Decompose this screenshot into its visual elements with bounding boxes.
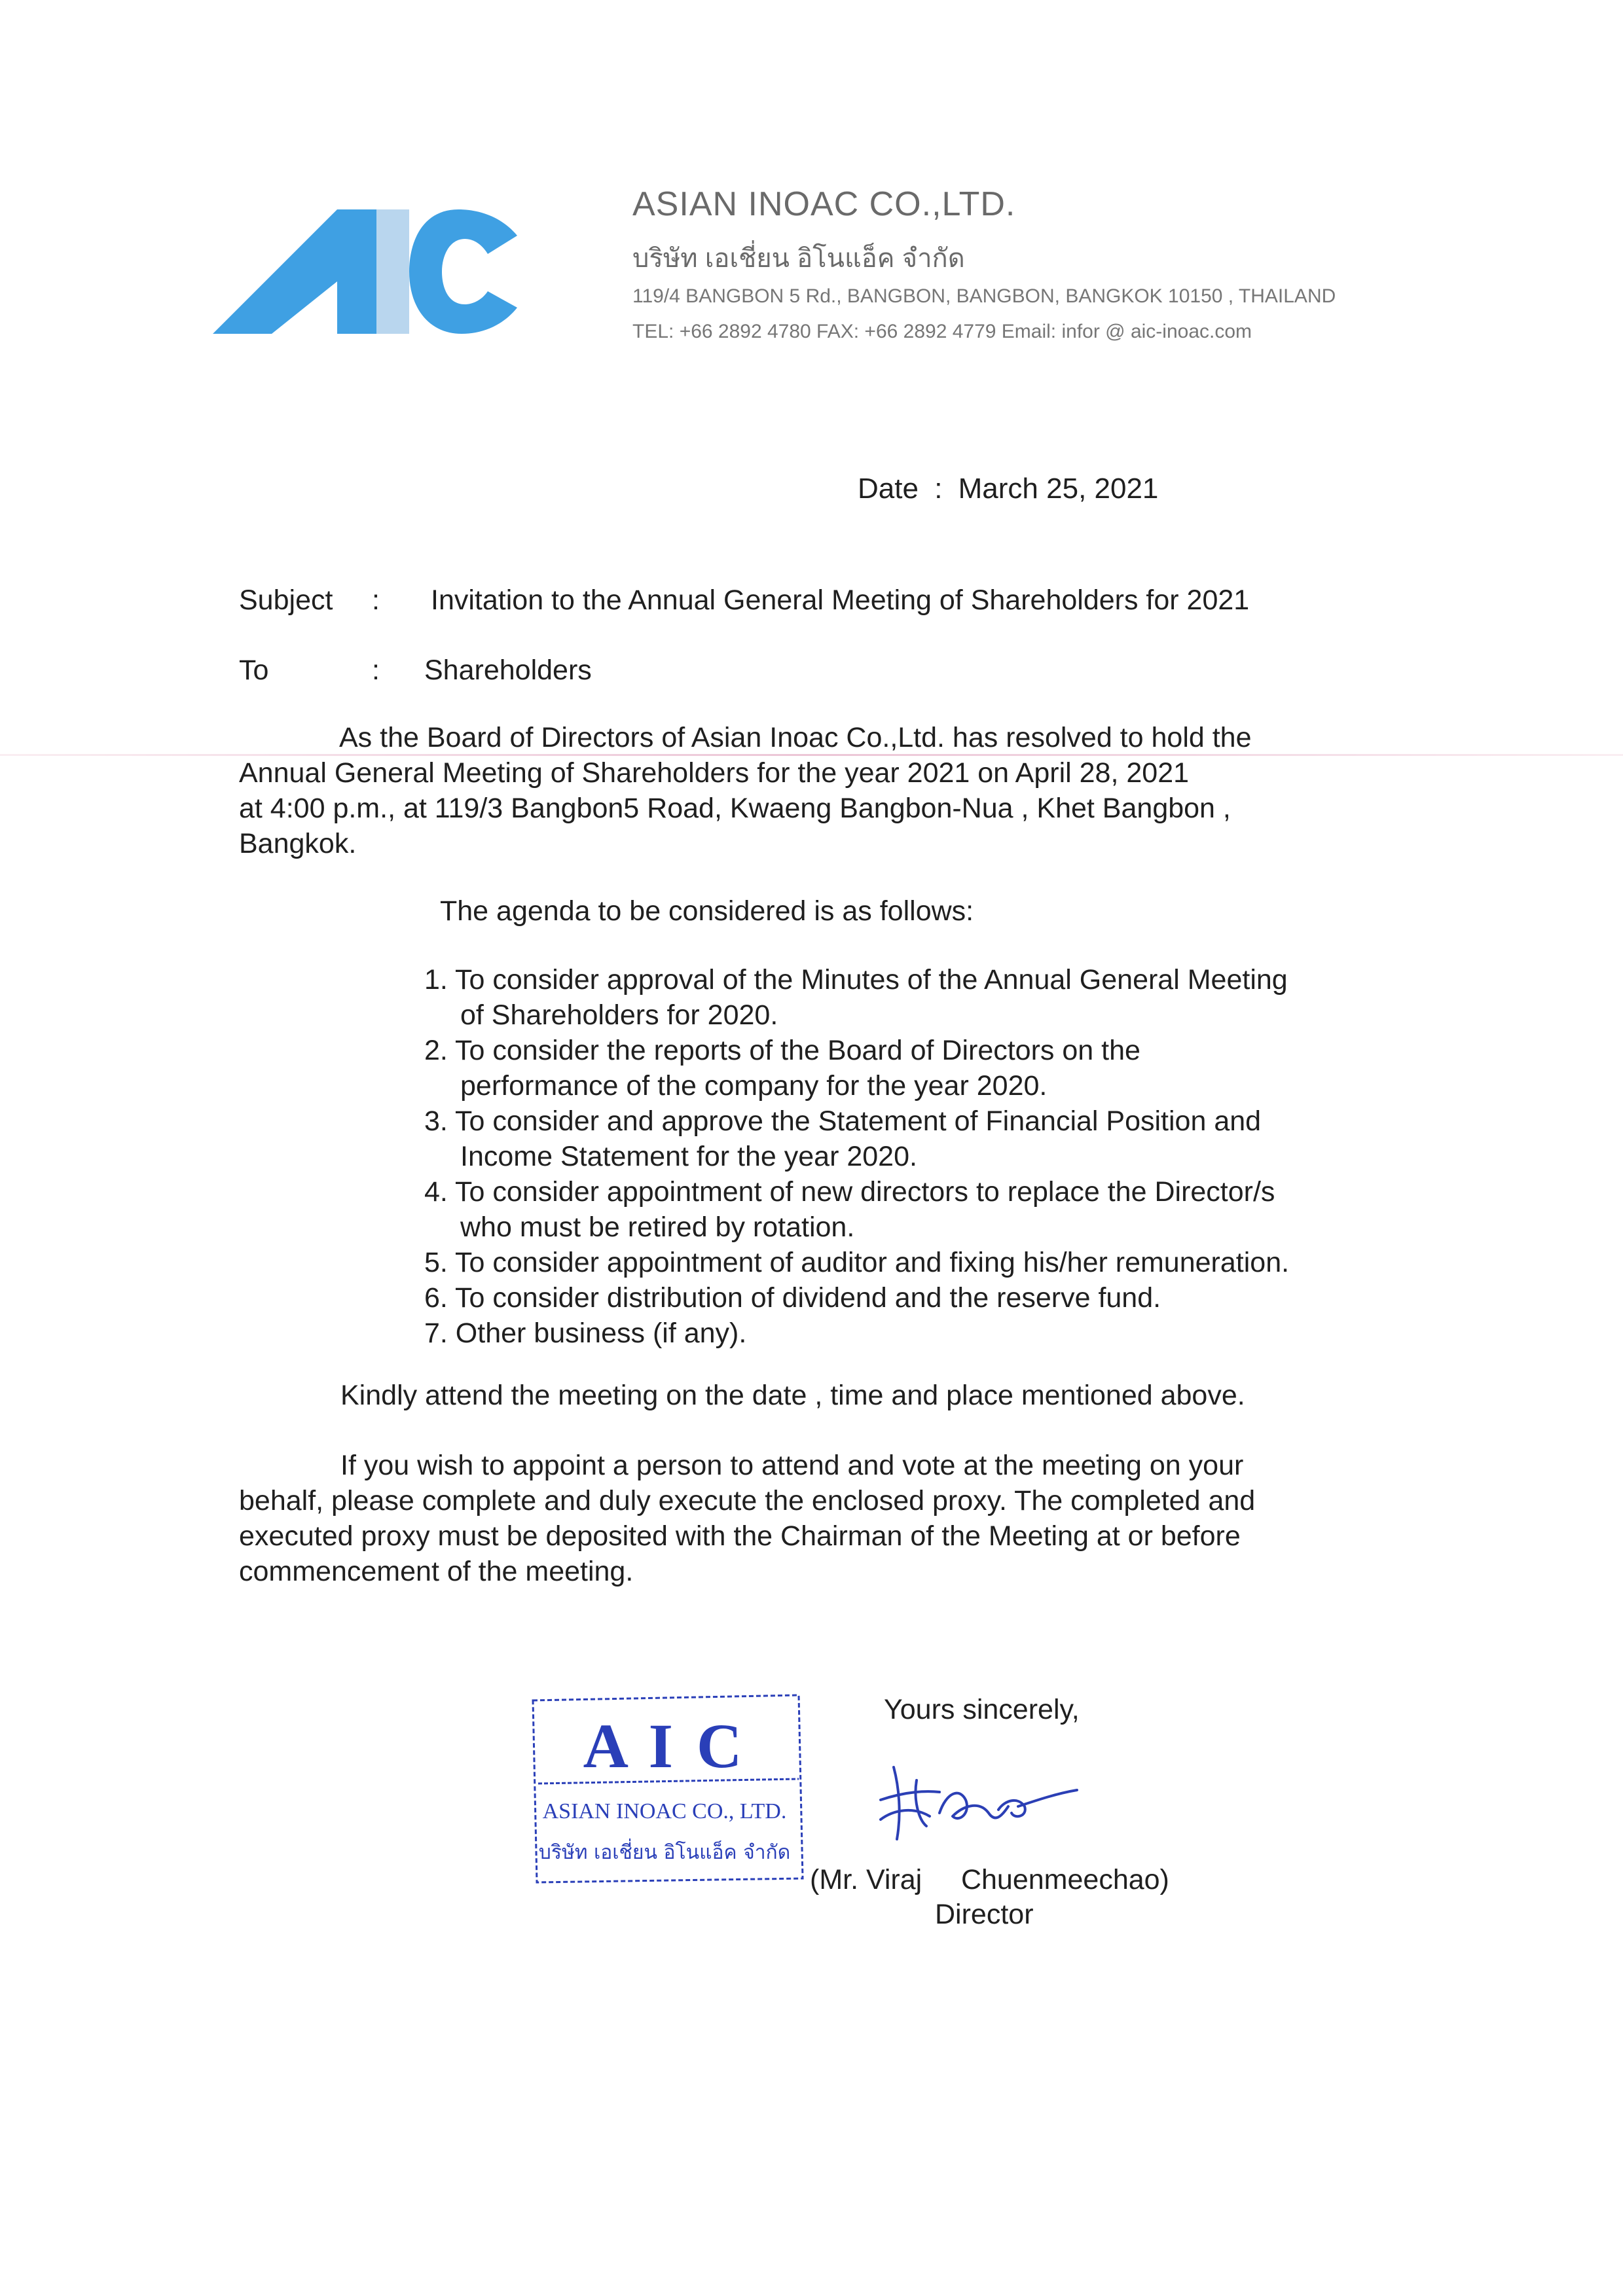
agenda-item: 3. To consider and approve the Statement of Financial Position and — [424, 1105, 1262, 1137]
stamp-line1: ASIAN INOAC CO., LTD. — [542, 1799, 787, 1823]
agenda-item: 5. To consider appointment of auditor and fixing his/her remuneration. — [424, 1247, 1290, 1278]
proxy-paragraph — [239, 1448, 1255, 1589]
to-separator: : — [372, 655, 380, 686]
agenda-item-cont: of Shareholders for 2020. — [460, 999, 778, 1031]
proxy-line: If you wish to appoint a person to attend and vote at the meeting on your — [340, 1450, 1244, 1481]
agenda-item-cont: who must be retired by rotation. — [460, 1211, 855, 1243]
agenda-intro: The agenda to be considered is as follows: — [440, 895, 974, 927]
closing-text: Yours sincerely, — [884, 1694, 1080, 1725]
agenda-item: 2. To consider the reports of the Board of Directors on the — [424, 1035, 1140, 1066]
company-name-th: บริษัท เอเชี่ยน อิโนแอ็ค จำกัด — [632, 244, 965, 273]
proxy-line: executed proxy must be deposited with the Chairman of the Meeting at or before — [239, 1520, 1241, 1552]
company-name-en: ASIAN INOAC CO.,LTD. — [632, 185, 1016, 223]
signer-title: Director — [935, 1899, 1034, 1930]
agenda-item: 7. Other business (if any). — [424, 1318, 747, 1349]
agenda-item: 4. To consider appointment of new directors to replace the Director/s — [424, 1176, 1275, 1208]
intro-line: Annual General Meeting of Shareholders for the year 2021 on April 28, 2021 — [239, 757, 1190, 789]
signer-name: (Mr. Viraj Chuenmeechao) — [810, 1864, 1169, 1895]
company-logo — [213, 209, 517, 334]
agenda-item-cont: Income Statement for the year 2020. — [460, 1141, 917, 1172]
to-text: Shareholders — [424, 655, 592, 686]
agenda-item: 6. To consider distribution of dividend and the reserve fund. — [424, 1282, 1161, 1314]
scan-artifact-line — [0, 754, 1623, 756]
date-row — [858, 471, 1158, 507]
signature-scribble — [867, 1754, 1084, 1846]
intro-paragraph — [239, 720, 1252, 861]
subject-label: Subject — [239, 584, 333, 616]
stamp-line2: บริษัท เอเชี่ยน อิโนแอ็ค จำกัด — [538, 1841, 791, 1864]
company-contact: TEL: +66 2892 4780 FAX: +66 2892 4779 Email: infor @ aic-inoac.com — [632, 321, 1252, 342]
agenda-list — [424, 962, 1289, 1351]
date-value: March 25, 2021 — [958, 473, 1159, 505]
intro-line: Bangkok. — [239, 828, 357, 859]
company-address: 119/4 BANGBON 5 Rd., BANGBON, BANGBON, BANGKOK 10150 , THAILAND — [632, 285, 1336, 307]
proxy-line: commencement of the meeting. — [239, 1556, 634, 1587]
subject-separator: : — [372, 584, 380, 616]
date-separator: : — [934, 473, 943, 505]
intro-line: at 4:00 p.m., at 119/3 Bangbon5 Road, Kwaeng Bangbon-Nua , Khet Bangbon , — [239, 793, 1231, 824]
intro-line: As the Board of Directors of Asian Inoac Co.,Ltd. has resolved to hold the — [339, 722, 1252, 753]
agenda-item-cont: performance of the company for the year 2020. — [460, 1070, 1048, 1102]
agenda-item: 1. To consider approval of the Minutes of the Annual General Meeting — [424, 964, 1288, 996]
to-label: To — [239, 655, 269, 686]
proxy-line: behalf, please complete and duly execute the enclosed proxy. The completed and — [239, 1485, 1256, 1516]
company-stamp — [524, 1689, 807, 1885]
stamp-big-text: A I C — [583, 1711, 746, 1781]
date-label: Date — [858, 473, 919, 505]
kindly-attend-text: Kindly attend the meeting on the date , time and place mentioned above. — [340, 1380, 1245, 1411]
subject-text: Invitation to the Annual General Meeting of Shareholders for 2021 — [431, 584, 1250, 616]
